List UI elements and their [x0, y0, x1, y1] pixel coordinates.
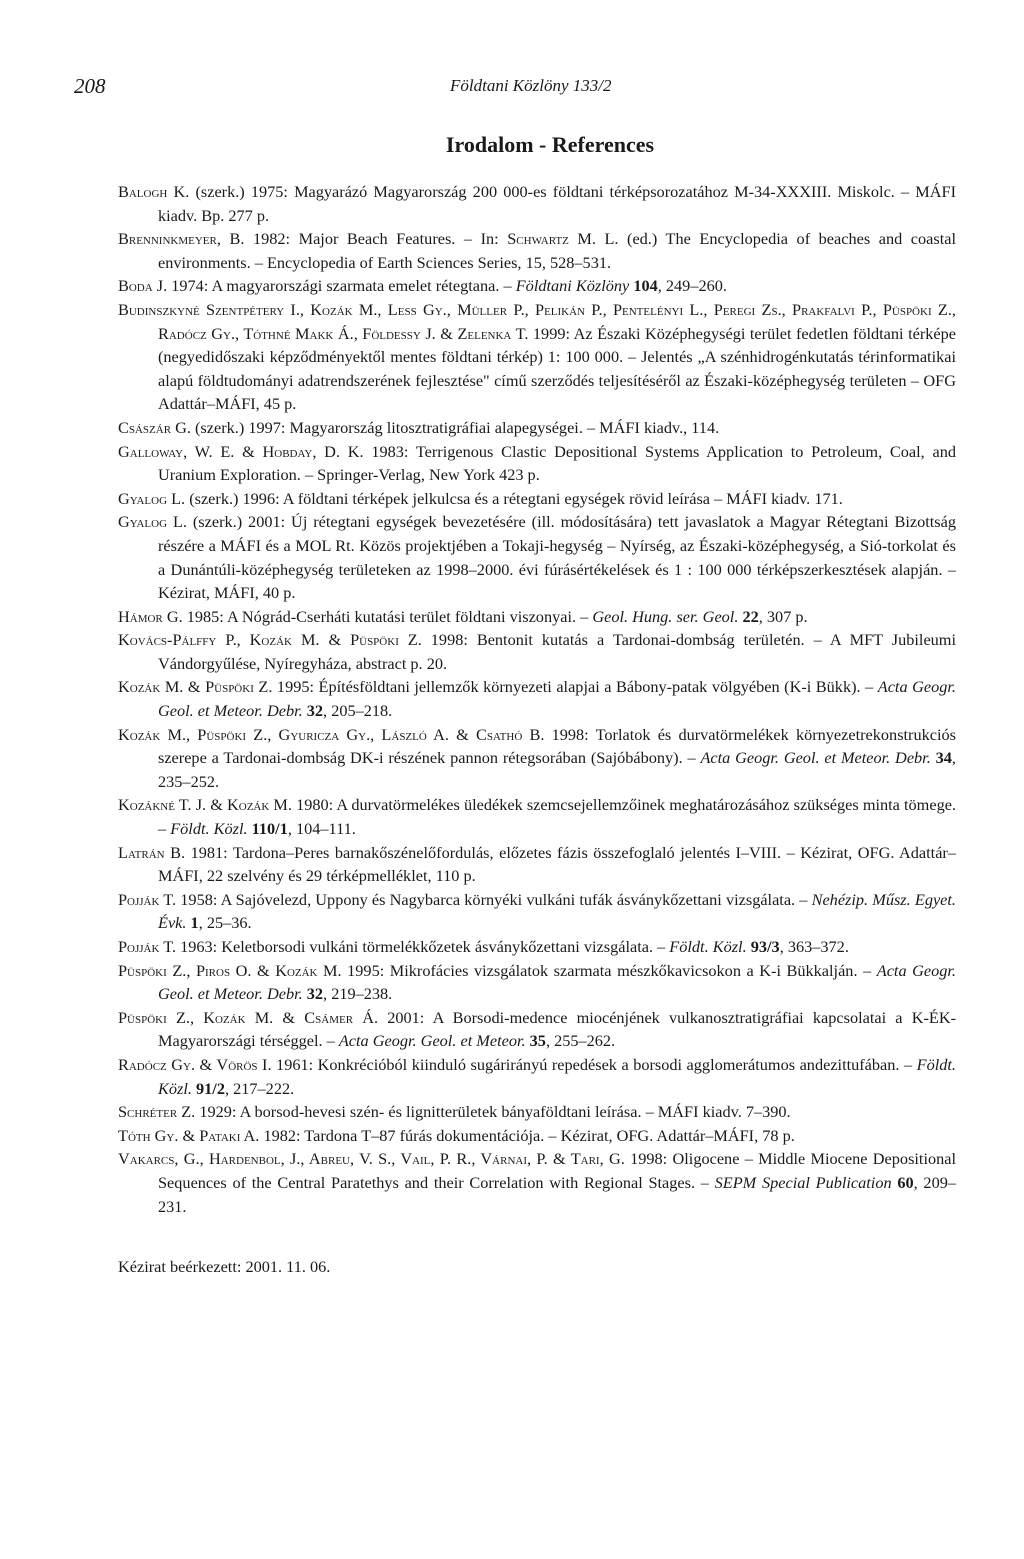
reference-pages: , 104–111. [287, 819, 356, 839]
reference-journal: Geol. Hung. ser. Geol. [592, 606, 739, 626]
section-title: Irodalom - References [445, 132, 655, 157]
reference-authors: Boda J. [118, 276, 168, 296]
reference-entry [118, 1053, 956, 1100]
reference-text: 1995: Építésföldtani jellemzők környezeti alapjai a Bábony-patak völgyében (K-i Bükk). – [272, 677, 878, 697]
reference-list [118, 180, 956, 1218]
reference-entry [118, 1147, 956, 1218]
reference-authors: Balogh K. [118, 182, 190, 201]
reference-pages: , 249–260. [657, 276, 727, 296]
reference-volume: 32 [302, 984, 324, 1004]
reference-pages: , 217–222. [224, 1078, 295, 1098]
reference-authors: Kozák M. & Püspöki Z. [118, 677, 273, 697]
reference-text: 1998: Torlatok és durvatörmelékek környezetrekonstrukciós szerepe a Tardonai-dombság DK-i részének pannon rétegsorában (Sajóbábony). – [158, 724, 956, 768]
reference-volume: 1 [186, 913, 199, 933]
reference-entry [118, 793, 956, 840]
reference-entry [118, 959, 956, 1006]
reference-text: 1995: Mikrofácies vizsgálatok szarmata mészkőkavicsokon a K-i Bükkalján. – [341, 960, 877, 980]
reference-text: 1998: Bentonit kutatás a Tardonai-dombság területén. – A MFT Jubileumi Vándorgyűlése, Nyíregyháza, abstract p. 20. [158, 630, 956, 673]
reference-text: 1983: Terrigenous Clastic Depositional Systems Application to Petroleum, Coal, and Uranium Exploration. – Springer-Verlag, New York 423 p. [158, 441, 956, 485]
manuscript-received-date: Kézirat beérkezett: 2001. 11. 06. [118, 1257, 331, 1276]
reference-entry [118, 841, 956, 888]
reference-authors: Hámor G. [118, 606, 183, 626]
reference-authors: Gyalog L. [118, 488, 186, 508]
reference-text: 1929: A borsod-hevesi szén- és lignitterületek bányaföldtani leírása. – MÁFI kiadv. 7–390. [195, 1102, 791, 1122]
reference-authors: Pojják T. [118, 889, 177, 909]
reference-authors: Pojják T. [118, 937, 177, 956]
reference-authors: Püspöki Z., Kozák M. & Csámer Á. [118, 1007, 379, 1027]
reference-text: 1961: Konkrécióból kiinduló sugárirányú repedések a borsodi agglomerátumos andezittufában. – [271, 1054, 917, 1074]
reference-volume: 110/1 [247, 819, 288, 839]
reference-journal: Földt. Közl. [669, 937, 747, 956]
reference-entry [118, 487, 956, 511]
reference-entry [118, 888, 956, 935]
reference-entry [118, 1100, 956, 1124]
reference-volume: 32 [302, 701, 324, 721]
reference-volume: 60 [891, 1172, 914, 1192]
reference-entry [118, 227, 956, 274]
reference-entry [118, 1006, 956, 1053]
reference-entry [118, 1124, 956, 1148]
reference-pages: , 205–218. [323, 701, 393, 721]
reference-text: 2001: A Borsodi-medence miocénjének vulkanosztratigráfiai kapcsolatai a K-ÉK-Magyarországi térséggel. – [158, 1007, 957, 1051]
reference-authors: Püspöki Z., Piros O. & Kozák M. [118, 960, 342, 980]
reference-authors: Vakarcs, G., Hardenbol, J., Abreu, V. S., Vail, P. R., Várnai, P. & Tari, G. [118, 1149, 625, 1169]
reference-text: 1998: Oligocene – Middle Miocene Depositional Sequences of the Central Paratethys and their Correlation with Regional Stages. – [158, 1149, 957, 1192]
reference-journal: Földt. Közl. [158, 1054, 956, 1098]
reference-authors: Kozákné T. J. & Kozák M. [118, 795, 292, 815]
reference-text: 1958: A Sajóvelezd, Uppony és Nagybarca környéki vulkáni tufák ásványkőzettani vizsgálata. – [176, 889, 812, 909]
journal-title: Földtani Közlöny 133/2 [450, 76, 612, 95]
reference-volume: 93/3 [746, 937, 780, 956]
reference-authors: Kozák M., Püspöki Z., Gyuricza Gy., László A. & Csathó B. [118, 724, 545, 744]
reference-text: (szerk.) 2001: Új rétegtani egységek bevezetésére (ill. módosítására) tett javaslatok a Magyar Rétegtani Bizottság részére a MÁFI és a MOL Rt. Közös projektjében a Tokaji-hegység – Nyírség, az Északi-középhegység, a Sió-torkolat és a Dunántúli-középhegység területeken az 1998–2000. évi fúrásértékelések és 1 : 100 000 térképszerkesztések alapján. – Kézirat, MÁFI, 40 p. [158, 512, 956, 603]
reference-text: 1974: A magyarországi szarmata emelet rétegtana. – [167, 276, 516, 296]
reference-journal: Földt. Közl. [170, 819, 248, 839]
reference-entry [118, 440, 956, 487]
reference-text: (szerk.) 1997: Magyarország litosztratigráfiai alapegységei. – MÁFI kiadv., 114. [190, 417, 720, 437]
running-header [74, 74, 956, 104]
reference-text: 1980: A durvatörmelékes üledékek szemcsejellemzőinek meghatározásához szükséges minta tömege. – [158, 795, 957, 839]
reference-entry [118, 510, 956, 604]
reference-pages: , 25–36. [198, 913, 252, 933]
reference-text: 1963: Keletborsodi vulkáni törmelékkőzetek ásványkőzettani vizsgálata. – [176, 937, 670, 956]
reference-entry [118, 628, 956, 675]
reference-volume: 22 [738, 606, 759, 626]
reference-authors: Brenninkmeyer, B. [118, 229, 245, 249]
reference-volume: 34 [930, 748, 952, 768]
reference-authors: Kovács-Pálffy P., Kozák M. & Püspöki Z. [118, 630, 422, 650]
reference-pages: , 307 p. [758, 606, 808, 626]
reference-text: 1982: Tardona T–87 fúrás dokumentációja. – Kézirat, OFG. Adattár–MÁFI, 78 p. [259, 1125, 795, 1145]
page-number: 208 [74, 74, 106, 98]
reference-pages: , 363–372. [779, 937, 849, 956]
reference-authors: Radócz Gy. & Vörös I. [118, 1054, 272, 1074]
reference-entry [118, 675, 956, 722]
reference-pages: , 255–262. [545, 1031, 616, 1051]
reference-pages: , 209–231. [158, 1172, 956, 1216]
reference-authors: Galloway, W. E. & Hobday, D. K. [118, 441, 364, 461]
reference-authors: Gyalog L. [118, 512, 187, 532]
reference-entry [118, 605, 956, 629]
reference-journal: Acta Geogr. Geol. et Meteor. Debr. [700, 748, 931, 768]
reference-text: 1982: Major Beach Features. – In: [244, 229, 508, 249]
reference-authors: Schréter Z. [118, 1102, 196, 1122]
reference-text: 1981: Tardona–Peres barnakőszénelőfordulás, előzetes fázis összefoglaló jelentés I–VIII. – Kézirat, OFG. Adattár–MÁFI, 22 szelvény és 29 térképmelléklet, 110 p. [158, 842, 956, 886]
reference-journal: Acta Geogr. Geol. et Meteor. [338, 1031, 526, 1051]
reference-editors: Schwartz M. L. [507, 229, 619, 249]
reference-text: (szerk.) 1975: Magyarázó Magyarország 200 000-es földtani térképsorozatához M-34-XXXIII. Miskolc. – MÁFI kiadv. Bp. 277 p. [158, 182, 956, 225]
reference-journal: Acta Geogr. Geol. et Meteor. Debr. [158, 960, 956, 1004]
reference-pages: , 235–252. [158, 748, 956, 791]
reference-volume: 91/2 [191, 1078, 225, 1098]
reference-volume: 35 [525, 1031, 546, 1051]
reference-entry [118, 298, 956, 416]
reference-text: (ed.) The Encyclopedia of beaches and coastal environments. – Encyclopedia of Earth Sciences Series, 15, 528–531. [158, 229, 956, 272]
reference-journal: Földtani Közlöny [515, 276, 630, 296]
reference-entry [118, 416, 956, 440]
reference-text: 1985: A Nógrád-Cserháti kutatási terület földtani viszonyai. – [182, 606, 593, 626]
reference-volume: 104 [629, 276, 658, 296]
reference-authors: Budinszkyné Szentpétery I., Kozák M., Less Gy., Müller P., Pelikán P., Pentelényi L., Peregi Zs., Prakfalvi P., Püspöki Z., Radócz Gy., Tóthné Makk Á., Földessy J. & Zelenka T. [118, 299, 956, 343]
reference-authors: Latrán B. [118, 842, 186, 862]
reference-entry [118, 180, 956, 227]
reference-text: (szerk.) 1996: A földtani térképek jelkulcsa és a rétegtani egységek rövid leírása – MÁFI kiadv. 171. [185, 488, 843, 508]
reference-text: 1999: Az Északi Középhegységi terület fedetlen földtani térképe (negyedidőszaki képződményektől mentes földtani térkép) 1: 100 000. – Jelentés „A szénhidrogénkutatás térinformatikai alapú földtudományi adatrendszerének fejlesztése" című szerződés teljesítéséről az Északi-középhegység területen – OFG Adattár–MÁFI, 45 p. [158, 323, 956, 414]
reference-pages: , 219–238. [323, 984, 393, 1004]
reference-authors: Császár G. [118, 417, 191, 437]
reference-entry [118, 274, 956, 298]
reference-entry [118, 935, 956, 959]
reference-journal: Acta Geogr. Geol. et Meteor. Debr. [158, 677, 956, 721]
reference-journal: Nehézip. Műsz. Egyet. Évk. [158, 889, 957, 933]
reference-entry [118, 723, 956, 794]
reference-journal: SEPM Special Publication [714, 1172, 892, 1192]
reference-authors: Tóth Gy. & Pataki A. [118, 1125, 260, 1145]
